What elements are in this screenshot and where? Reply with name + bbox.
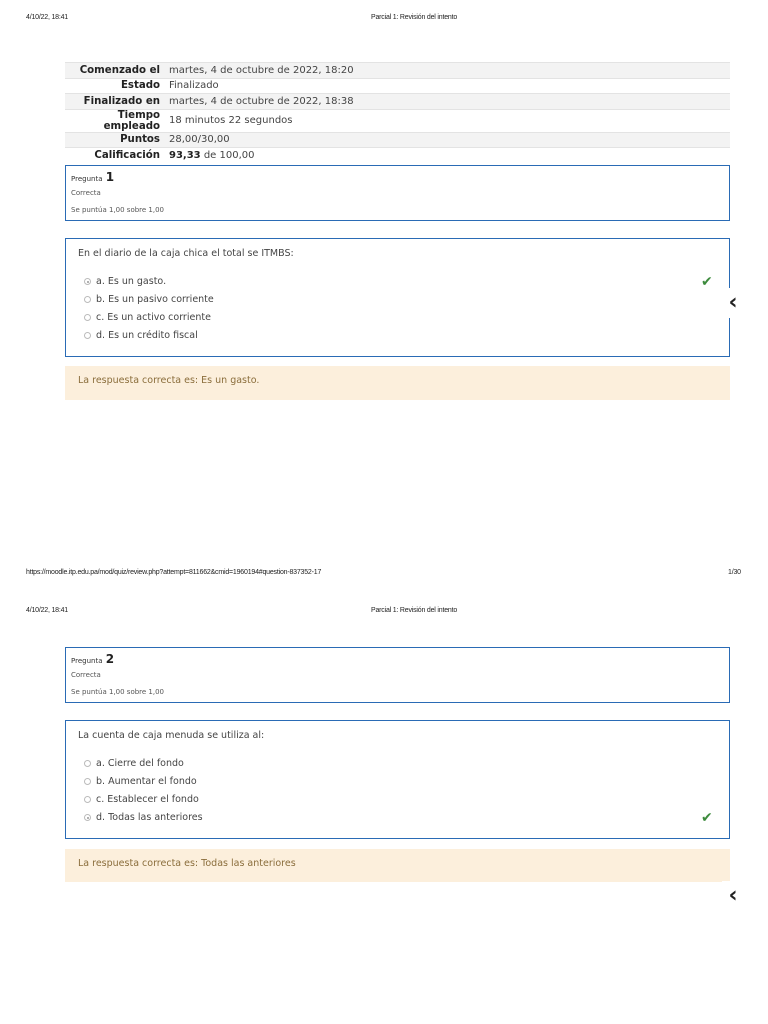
feedback-text: La respuesta correcta es: Es un gasto. xyxy=(78,375,260,386)
question-number-value: 2 xyxy=(105,652,115,666)
question-grade: Se puntúa 1,00 sobre 1,00 xyxy=(71,688,165,696)
grade-total: de 100,00 xyxy=(200,149,255,161)
summary-row xyxy=(65,94,730,110)
radio-icon[interactable] xyxy=(84,814,91,821)
answer-option[interactable] xyxy=(84,776,197,787)
print-date: 4/10/22, 18:41 xyxy=(26,14,68,21)
chevron-left-icon[interactable]: ‹ xyxy=(722,881,744,911)
summary-value: 18 minutos 22 segundos xyxy=(169,115,293,126)
summary-value xyxy=(165,148,730,163)
summary-row xyxy=(65,78,730,94)
summary-value: Finalizado xyxy=(169,80,219,92)
summary-label: Estado xyxy=(120,80,160,92)
chevron-left-icon[interactable]: ‹ xyxy=(722,288,744,318)
summary-value: martes, 4 de octubre de 2022, 18:20 xyxy=(169,64,354,76)
option-label: c. Es un activo corriente xyxy=(96,312,211,323)
question-number-value: 1 xyxy=(105,170,115,184)
summary-row xyxy=(65,109,730,132)
question-number xyxy=(71,170,114,184)
option-label: d. Todas las anteriores xyxy=(96,812,203,823)
question-info-2 xyxy=(65,647,730,703)
question-state: Correcta xyxy=(71,189,101,197)
option-label: b. Aumentar el fondo xyxy=(96,776,197,787)
summary-label: Finalizado en xyxy=(83,95,160,107)
question-state: Correcta xyxy=(71,671,101,679)
question-text: En el diario de la caja chica el total se ITMBS: xyxy=(78,248,294,259)
summary-row xyxy=(65,148,730,163)
check-icon: ✔ xyxy=(701,274,713,290)
question-prefix: Pregunta xyxy=(71,657,103,665)
answer-option[interactable] xyxy=(84,312,211,323)
answer-option[interactable] xyxy=(84,794,199,805)
radio-icon[interactable] xyxy=(84,296,91,303)
question-number xyxy=(71,652,114,666)
correct-answer-feedback xyxy=(65,849,730,882)
question-grade: Se puntúa 1,00 sobre 1,00 xyxy=(71,206,165,214)
radio-icon[interactable] xyxy=(84,314,91,321)
radio-icon[interactable] xyxy=(84,760,91,767)
attempt-summary-table xyxy=(65,62,730,163)
option-label: b. Es un pasivo corriente xyxy=(96,294,214,305)
answer-option[interactable] xyxy=(84,276,166,287)
radio-icon[interactable] xyxy=(84,778,91,785)
answer-option[interactable] xyxy=(84,758,184,769)
check-icon: ✔ xyxy=(701,810,713,826)
correct-answer-feedback xyxy=(65,366,730,400)
summary-row xyxy=(65,132,730,148)
summary-value: 28,00/30,00 xyxy=(169,134,230,146)
radio-icon[interactable] xyxy=(84,796,91,803)
radio-icon[interactable] xyxy=(84,332,91,339)
question-text: La cuenta de caja menuda se utiliza al: xyxy=(78,730,265,741)
print-page-number: 1/30 xyxy=(728,569,741,576)
summary-row xyxy=(65,63,730,79)
option-label: c. Establecer el fondo xyxy=(96,794,199,805)
radio-icon[interactable] xyxy=(84,278,91,285)
summary-label: Puntos xyxy=(120,134,160,146)
summary-label: Comenzado el xyxy=(79,64,160,76)
print-title: Parcial 1: Revisión del intento xyxy=(371,14,458,21)
option-label: a. Cierre del fondo xyxy=(96,758,184,769)
grade-value: 93,33 xyxy=(169,149,201,161)
question-info-1 xyxy=(65,165,730,221)
question-prefix: Pregunta xyxy=(71,175,103,183)
answer-option[interactable] xyxy=(84,330,198,341)
print-url: https://moodle.itp.edu.pa/mod/quiz/review.php?attempt=811662&cmid=1960194#question-837352-17 xyxy=(26,569,322,576)
answer-option[interactable] xyxy=(84,812,203,823)
print-date: 4/10/22, 18:41 xyxy=(26,607,68,614)
summary-label: Tiempo empleado xyxy=(103,109,160,132)
feedback-text: La respuesta correcta es: Todas las anteriores xyxy=(78,858,296,869)
question-content-1 xyxy=(65,238,730,357)
question-content-2 xyxy=(65,720,730,839)
option-label: d. Es un crédito fiscal xyxy=(96,330,198,341)
answer-option[interactable] xyxy=(84,294,214,305)
summary-label: Calificación xyxy=(94,149,160,161)
print-title: Parcial 1: Revisión del intento xyxy=(371,607,458,614)
summary-value: martes, 4 de octubre de 2022, 18:38 xyxy=(169,95,354,107)
option-label: a. Es un gasto. xyxy=(96,276,167,287)
